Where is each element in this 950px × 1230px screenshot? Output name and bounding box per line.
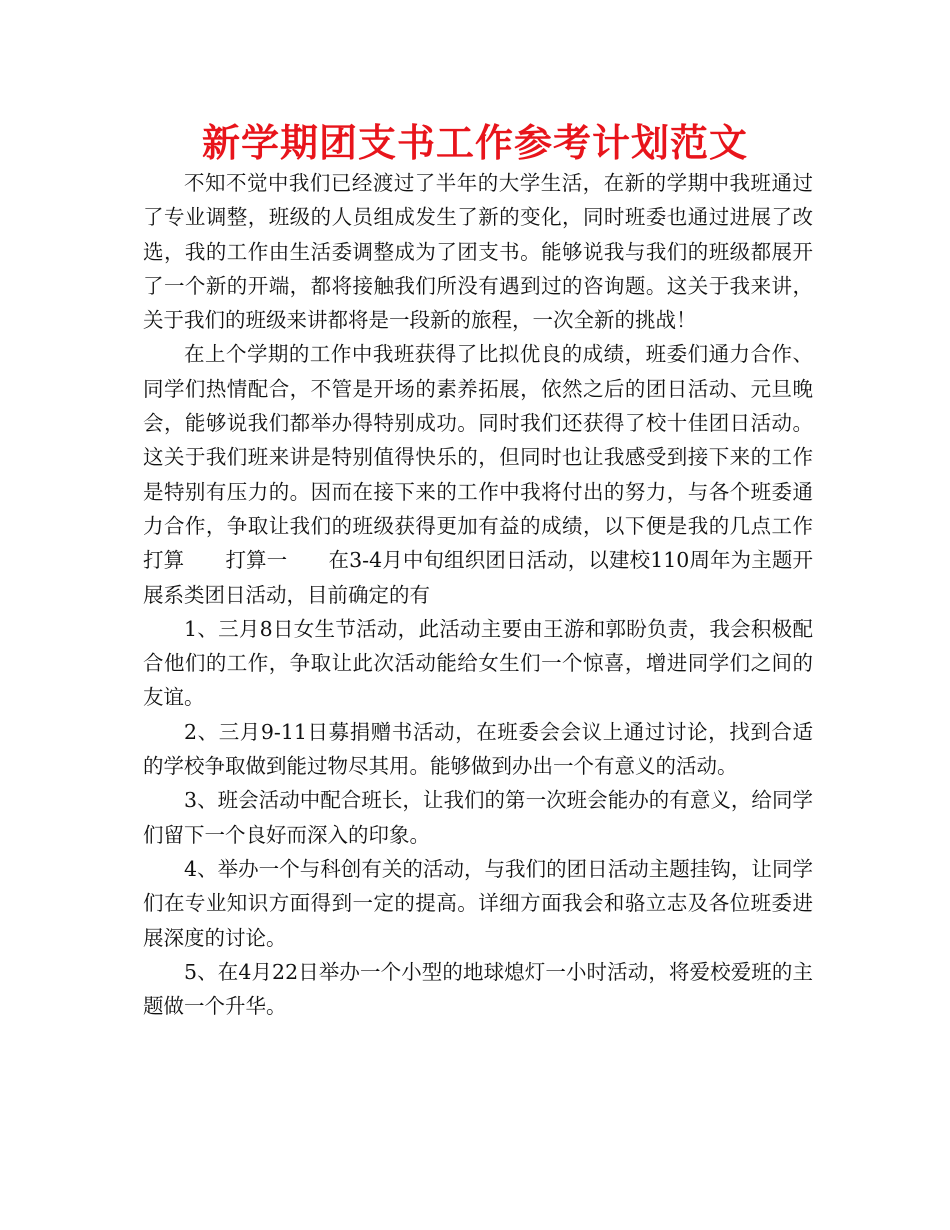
document-title: 新学期团支书工作参考计划范文 xyxy=(201,121,748,165)
paragraph-item-4: 4、举办一个与科创有关的活动，与我们的团日活动主题挂钩，让同学们在专业知识方面得到一定的提高。详细方面我会和骆立志及各位班委进展深度的讨论。 xyxy=(143,856,813,950)
paragraph-item-1: 1、三月8日女生节活动，此活动主要由王游和郭盼负责，我会积极配合他们的工作，争取让此次活动能给女生们一个惊喜，增进同学们之间的友谊。 xyxy=(143,616,813,710)
paragraph-review: 在上个学期的工作中我班获得了比拟优良的成绩，班委们通力合作、同学们热情配合，不管是开场的素养拓展，依然之后的团日活动、元旦晚会，能够说我们都举办得特别成功。同时我们还获得了校十佳团日活动。这关于我们班来讲是特别值得快乐的，但同时也让我感受到接下来的工作是特别有压力的。因而在接下来的工作中我将付出的努力，与各个班委通力合作，争取让我们的班级获得更加有益的成绩，以下便是我的几点工作打算 打算一 在3-4月中旬组织团日活动，以建校110周年为主题开展系类团日活动，目前确定的有 xyxy=(143,342,813,607)
document-body xyxy=(143,166,813,1023)
paragraph-item-2: 2、三月9-11日募捐赠书活动，在班委会会议上通过讨论，找到合适的学校争取做到能过物尽其用。能够做到办出一个有意义的活动。 xyxy=(143,719,813,779)
paragraph-item-3: 3、班会活动中配合班长，让我们的第一次班会能办的有意义，给同学们留下一个良好而深入的印象。 xyxy=(143,788,813,847)
paragraph-intro: 不知不觉中我们已经渡过了半年的大学生活，在新的学期中我班通过了专业调整，班级的人员组成发生了新的变化，同时班委也通过进展了改选，我的工作由生活委调整成为了团支书。能够说我与我们的班级都展开了一个新的开端，都将接触我们所没有遇到过的咨询题。这关于我来讲，关于我们的班级来讲都将是一段新的旅程，一次全新的挑战！ xyxy=(143,171,813,333)
paragraph-item-5: 5、在4月22日举办一个小型的地球熄灯一小时活动，将爱校爱班的主题做一个升华。 xyxy=(143,959,813,1019)
